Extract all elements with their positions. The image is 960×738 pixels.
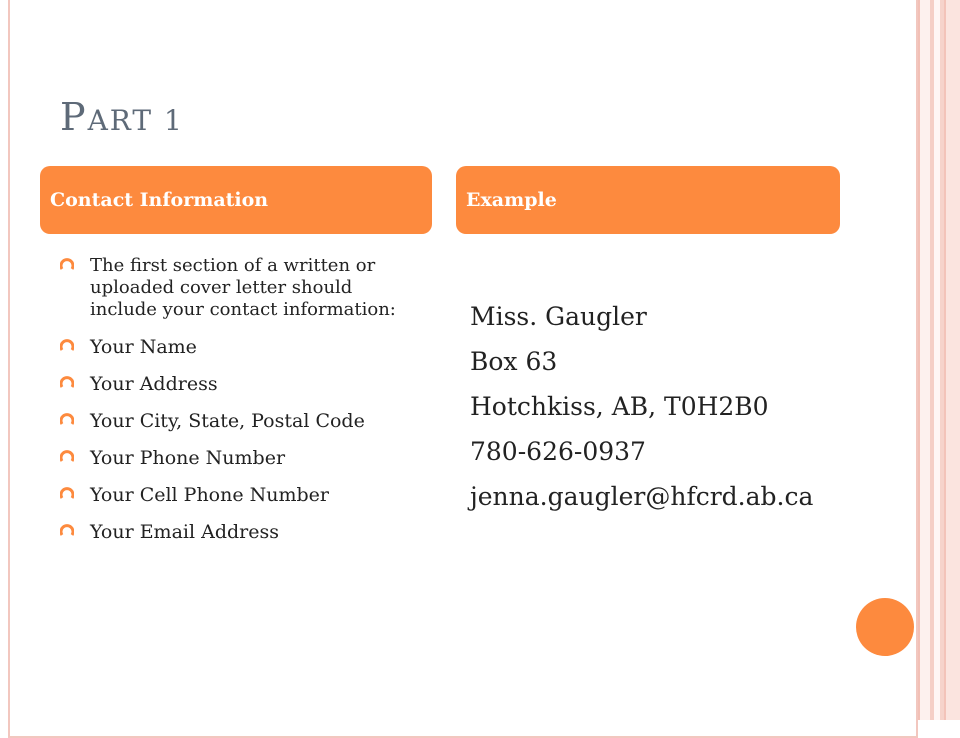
decorative-band: [944, 0, 960, 720]
list-item: [60, 373, 420, 395]
example-box: Box 63: [470, 347, 558, 376]
title-initial: P: [60, 95, 88, 139]
list-item: [60, 484, 420, 506]
bullet-list: [60, 255, 420, 558]
example-header: Example: [456, 166, 840, 234]
example-phone: 780-626-0937: [470, 437, 646, 466]
decorative-circle: [856, 598, 914, 656]
list-item: [60, 410, 420, 432]
list-item-text: Your Cell Phone Number: [90, 484, 330, 506]
title-rest: ART 1: [87, 104, 184, 137]
orange-ring-bullet-icon: [60, 338, 74, 352]
orange-ring-bullet-icon: [60, 486, 74, 500]
orange-ring-bullet-icon: [60, 257, 74, 271]
list-item-text: Your Email Address: [90, 521, 279, 543]
list-item-text: Your Phone Number: [90, 447, 286, 469]
example-email: jenna.gaugler@hfcrd.ab.ca: [470, 482, 814, 511]
list-item-text: The first section of a written or uploaded cover letter should include your contact information:: [90, 255, 396, 320]
list-item: [60, 336, 420, 358]
slide-title: [60, 95, 184, 139]
example-contact-block: [470, 302, 850, 527]
contact-information-header: Contact Information: [40, 166, 432, 234]
orange-ring-bullet-icon: [60, 375, 74, 389]
list-item-text: Your Name: [90, 336, 197, 358]
list-item: [60, 255, 420, 321]
orange-ring-bullet-icon: [60, 412, 74, 426]
example-name: Miss. Gaugler: [470, 302, 647, 331]
list-item-text: Your City, State, Postal Code: [90, 410, 365, 432]
orange-ring-bullet-icon: [60, 523, 74, 537]
orange-ring-bullet-icon: [60, 449, 74, 463]
example-city: Hotchkiss, AB, T0H2B0: [470, 392, 769, 421]
list-item-text: Your Address: [90, 373, 218, 395]
list-item: [60, 447, 420, 469]
list-item: [60, 521, 420, 543]
